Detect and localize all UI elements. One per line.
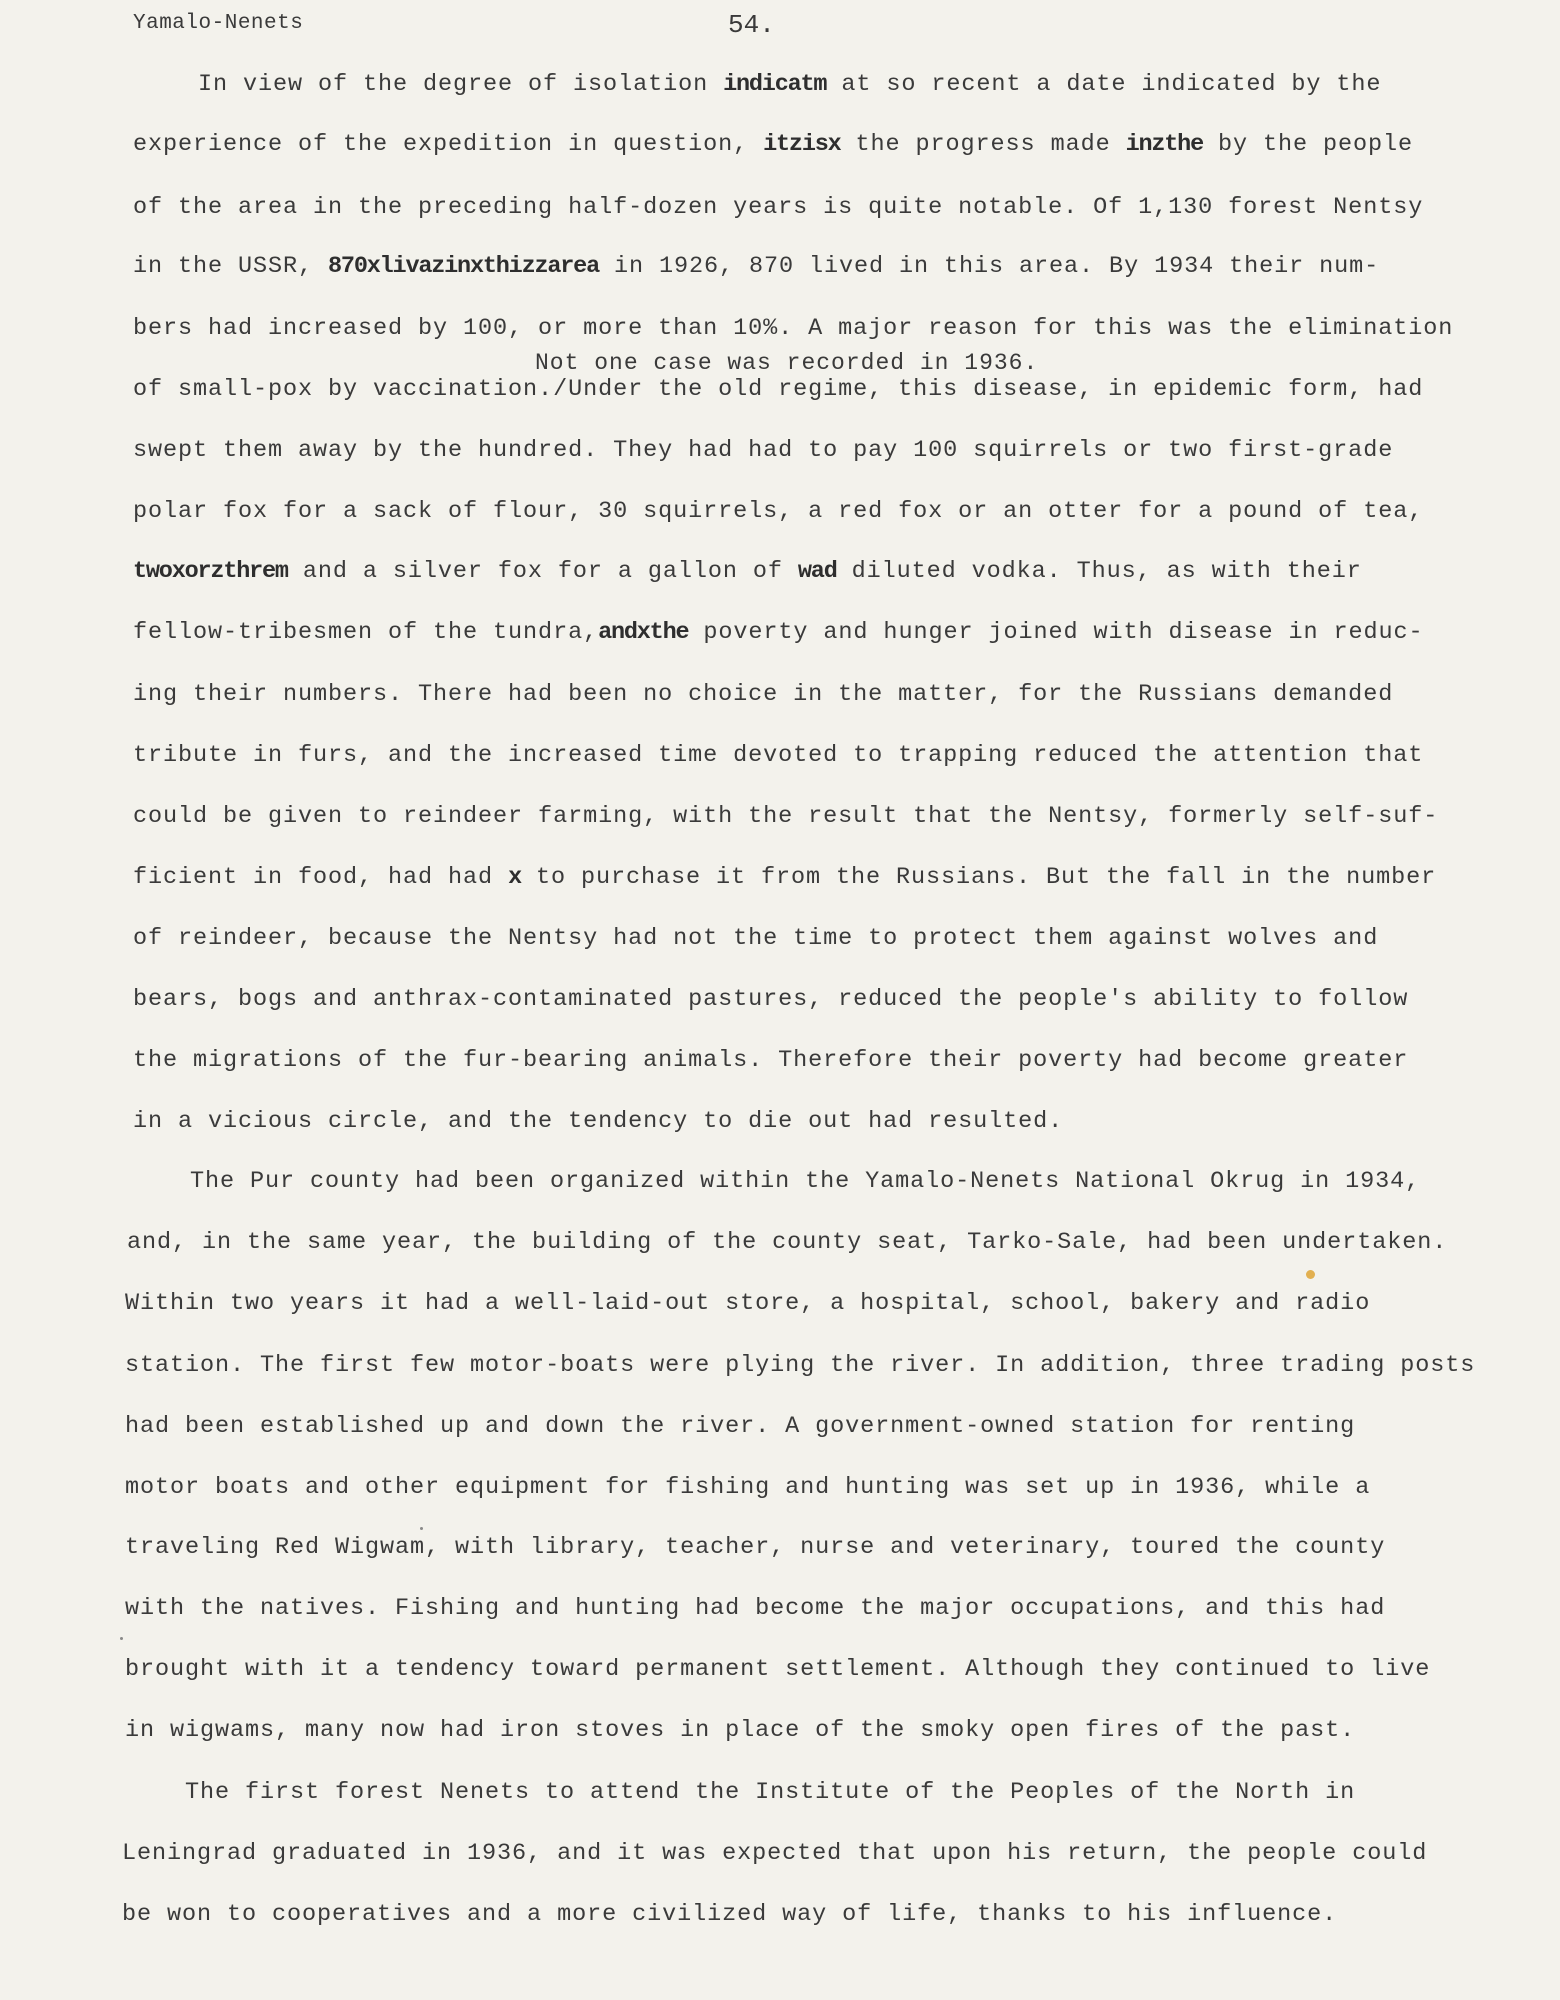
- line-text: at so recent a date indicated by the: [826, 71, 1382, 98]
- text-line: [133, 193, 1423, 223]
- line-text: of the area in the preceding half-dozen years is quite notable. Of 1,130 forest Nentsy: [133, 194, 1424, 221]
- line-text: of reindeer, because the Nentsy had not the time to protect them against wolves and: [133, 925, 1379, 952]
- line-text: Leningrad graduated in 1936, and it was expected that upon his return, the people could: [122, 1840, 1428, 1867]
- line-text: experience of the expedition in question,: [133, 131, 764, 158]
- paper-speck: [420, 1527, 423, 1530]
- paper-speck: [120, 1637, 123, 1640]
- text-line: [133, 924, 1378, 954]
- text-line: [133, 802, 1438, 832]
- text-line: [125, 1594, 1385, 1624]
- text-line: [133, 314, 1453, 344]
- running-title: Yamalo-Nenets: [133, 12, 304, 35]
- text-line: [127, 1228, 1447, 1258]
- line-text: be won to cooperatives and a more civilized way of life, thanks to his influence.: [122, 1901, 1338, 1928]
- line-text: had been established up and down the river. A government-owned station for renting: [125, 1413, 1356, 1440]
- text-line: [125, 1351, 1475, 1381]
- line-text: and, in the same year, the building of the county seat, Tarko-Sale, had been undertaken.: [127, 1229, 1448, 1256]
- line-text: The Pur county had been organized within the Yamalo-Nenets National Okrug in 1934,: [190, 1168, 1421, 1195]
- line-text: bears, bogs and anthrax-contaminated pastures, reduced the people's ability to follow: [133, 986, 1409, 1013]
- line-text: in wigwams, many now had iron stoves in place of the smoky open fires of the past.: [125, 1717, 1356, 1744]
- text-line: [198, 70, 1381, 100]
- line-text: in a vicious circle, and the tendency to die out had resulted.: [133, 1108, 1064, 1135]
- struck-out-text: twoxorzthrem: [133, 558, 288, 585]
- line-text: and a silver fox for a gallon of: [287, 558, 798, 585]
- line-text: of small-pox by vaccination./Under the old regime, this disease, in epidemic form, had: [133, 376, 1424, 403]
- line-text: bers had increased by 100, or more than 10%. A major reason for this was the elimination: [133, 315, 1454, 342]
- text-line: [133, 130, 1413, 160]
- line-text: polar fox for a sack of flour, 30 squirrels, a red fox or an otter for a pound of tea,: [133, 498, 1424, 525]
- struck-out-text: 870xlivazinxthizzarea: [328, 253, 599, 280]
- text-line: [133, 1046, 1408, 1076]
- line-text: in 1926, 870 lived in this area. By 1934 their num-: [598, 253, 1380, 280]
- line-text: station. The first few motor-boats were plying the river. In addition, three trading posts: [125, 1352, 1476, 1379]
- ink-spot: [1306, 1270, 1315, 1279]
- line-text: to purchase it from the Russians. But the fall in the number: [520, 864, 1437, 891]
- text-line: [133, 375, 1423, 405]
- line-text: with the natives. Fishing and hunting had become the major occupations, and this had: [125, 1595, 1386, 1622]
- line-text: The first forest Nenets to attend the Institute of the Peoples of the North in: [185, 1779, 1356, 1806]
- text-line: [185, 1778, 1355, 1808]
- line-text: by the people: [1203, 131, 1414, 158]
- struck-out-text: andxthe: [598, 619, 689, 646]
- line-text: fellow-tribesmen of the tundra,: [133, 619, 599, 646]
- text-line: [133, 1107, 1063, 1137]
- text-line: [133, 985, 1408, 1015]
- line-text: traveling Red Wigwam, with library, teacher, nurse and veterinary, toured the county: [125, 1534, 1386, 1561]
- text-line: [122, 1839, 1427, 1869]
- line-text: poverty and hunger joined with disease in reduc-: [688, 619, 1424, 646]
- text-line: [133, 863, 1436, 893]
- text-line: [125, 1533, 1385, 1563]
- text-line: [133, 436, 1393, 466]
- interlinear-note: Not one case was recorded in 1936.: [535, 350, 1039, 376]
- text-line: [190, 1167, 1420, 1197]
- text-line: [133, 741, 1423, 771]
- line-text: tribute in furs, and the increased time devoted to trapping reduced the attention that: [133, 742, 1424, 769]
- line-text: the progress made: [840, 131, 1126, 158]
- text-line: [133, 252, 1379, 282]
- line-text: ing their numbers. There had been no choice in the matter, for the Russians demanded: [133, 681, 1394, 708]
- text-line: [133, 497, 1423, 527]
- line-text: Within two years it had a well-laid-out store, a hospital, school, bakery and radio: [125, 1290, 1371, 1317]
- line-text: In view of the degree of isolation: [198, 71, 724, 98]
- text-line: [125, 1716, 1355, 1746]
- line-text: in the USSR,: [133, 253, 329, 280]
- struck-out-text: x: [508, 864, 521, 891]
- text-line: [133, 618, 1424, 648]
- line-text: diluted vodka. Thus, as with their: [836, 558, 1362, 585]
- line-text: swept them away by the hundred. They had had to pay 100 squirrels or two first-grade: [133, 437, 1394, 464]
- text-line: [125, 1412, 1355, 1442]
- text-line: [133, 680, 1393, 710]
- struck-out-text: indicatm: [723, 71, 827, 98]
- line-text: brought with it a tendency toward permanent settlement. Although they continued to live: [125, 1656, 1431, 1683]
- line-text: motor boats and other equipment for fishing and hunting was set up in 1936, while a: [125, 1474, 1371, 1501]
- text-line: [122, 1900, 1337, 1930]
- text-line: [133, 557, 1362, 587]
- struck-out-text: inzthe: [1125, 131, 1203, 158]
- line-text: the migrations of the fur-bearing animals. Therefore their poverty had become greater: [133, 1047, 1409, 1074]
- text-line: [125, 1473, 1370, 1503]
- line-text: could be given to reindeer farming, with the result that the Nentsy, formerly self-suf-: [133, 803, 1439, 830]
- line-text: ficient in food, had had: [133, 864, 509, 891]
- struck-out-text: wad: [797, 558, 837, 585]
- text-line: [125, 1655, 1430, 1685]
- text-line: [125, 1289, 1370, 1319]
- page-number: 54.: [728, 10, 775, 40]
- struck-out-text: itzisx: [763, 131, 841, 158]
